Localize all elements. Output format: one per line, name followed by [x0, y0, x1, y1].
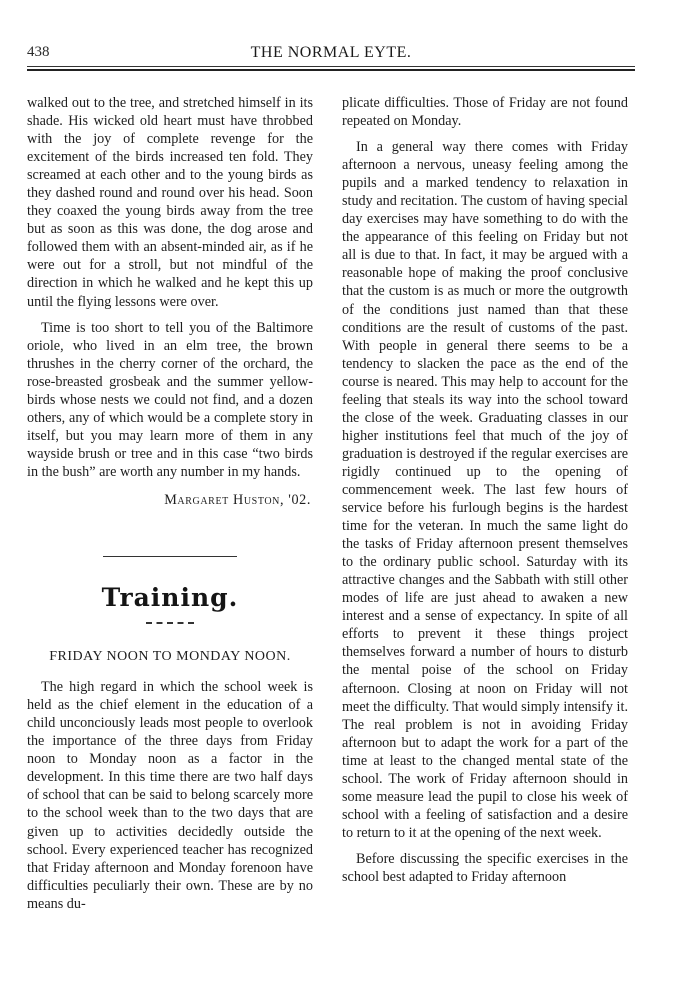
page-header [27, 44, 635, 68]
page-number: 438 [27, 44, 50, 60]
paragraph: Time is too short to tell you of the Baltimore oriole, who lived in an elm tree, the brown thrushes in the cherry corner of the orchard, the rose-breasted grosbeak and the summer yellow-birds whose nests we could not find, and a dozen others, any of which would be a complete story in itself, but you may learn more of them in any wayside brush or tree and in this case “two birds in the bush” are worth any number in my hands. [27, 319, 313, 480]
paragraph: The high regard in which the school week is held as the chief element in the education of a child unconciously leads most people to overlook the importance of the three days from Friday noon to Monday noon as a factor in the development. In this time there are two half days of school that can be said to belong scarcely more to the school week than to the two days that are given up to activities decidedly outside the school. Every experienced teacher has recognized that Friday afternoon and Monday forenoon have difficulties peculiarly their own. These are by no means du- [27, 679, 313, 912]
author-signature: Margaret Huston, '02. [164, 491, 311, 508]
section-divider [103, 556, 237, 557]
section-title: Training. [101, 583, 239, 613]
paragraph: walked out to the tree, and stretched himself in its shade. His wicked old heart must have throbbed with the joy of complete revenge for the excitement of the birds increased ten fold. They screamed at each other and to the young birds as they dashed round and round over his head. Soon they coaxed the young birds away from the tree but as soon as this was done, the dog arose and followed them with an absent-minded air, as if he were out for a stroll, but not mindful of the direction in which he walked and he kept this up until the flying lessons were over. [27, 95, 313, 310]
paragraph: In a general way there comes with Friday afternoon a nervous, uneasy feeling among the pupils and a marked tendency to relaxation in study and recitation. The custom of having special day exercises may have something to do with the the appearance of this feeling on Friday but not all is due to that. In fact, it may be argued with a reasonable hope of making the proof conclusive that the custom is as much or more the outgrowth of the conditions just named than that these conditions are the result of customs of the past. With people in general there seems to be a tendency to slacken the pace as the end of the course is neared. This may help to account for the feeling that steals its way into the school toward the close of the week. Graduating classes in our higher institutions feel that much of the joy of graduation is destroyed if the regular exercises are rigidly continued up to the opening of commencement week. The last few hours of service before his furlough begins is the hardest time for the veteran. In much the same light do the tasks of Friday afternoon present themselves to the ordinary public school. Saturday with its attractive changes and the Sabbath with still other modes of life are just ahead to awaken a new interest and a sense of expectancy. In spite of all efforts to prevent it these things project themselves forward a number of hours to disturb the mental poise of the school on Friday afternoon. Closing at noon on Friday will not meet the difficulty. That would simply intensify it. The real problem is not in avoiding Friday afternoon but to adapt the work for a part of the time at least to the changed mental state of the school. The work of Friday afternoon should in some measure lead the pupil to close his week of school with a feeling of satisfaction and a desire to return to it at the opening of the next week. [342, 139, 628, 841]
right-column [342, 94, 628, 886]
left-column [27, 94, 313, 913]
dash-ornament [146, 622, 194, 624]
header-rule [27, 66, 635, 71]
paragraph: Before discussing the specific exercises in the school best adapted to Friday afternoon [342, 850, 628, 885]
paragraph: plicate difficulties. Those of Friday are not found repeated on Monday. [342, 95, 628, 130]
article-subheading: FRIDAY NOON TO MONDAY NOON. [49, 649, 291, 665]
running-title: THE NORMAL EYTE. [250, 44, 412, 61]
